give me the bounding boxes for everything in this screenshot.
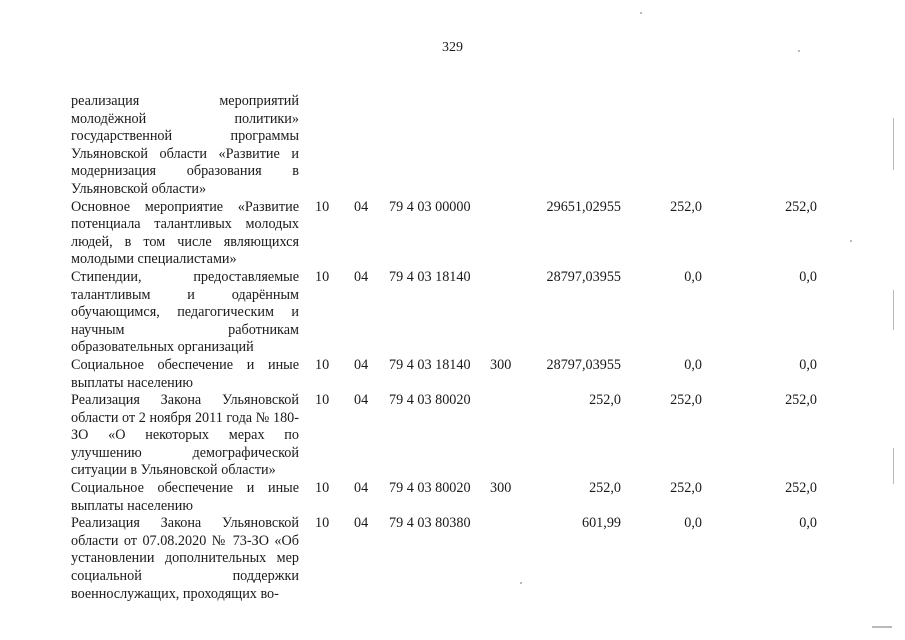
row-target-article: 79 4 03 18140: [389, 356, 471, 373]
row-subsection: 04: [354, 356, 369, 373]
table-row: [71, 269, 831, 357]
table-row: [71, 357, 831, 392]
row-sum-3: 0,0: [799, 268, 817, 285]
row-sum-2: 0,0: [684, 268, 702, 285]
scan-mark: [520, 582, 522, 584]
row-sum-3: 252,0: [785, 198, 817, 215]
table-row: [71, 392, 831, 480]
scan-mark: [872, 626, 892, 628]
table-row: [71, 515, 831, 603]
row-subsection: 04: [354, 515, 369, 532]
row-name: Основное мероприятие «Развитие потенциала талантливых молодых людей, в том числе являющихся молодыми специалистами»: [71, 198, 299, 268]
budget-table: [71, 93, 831, 603]
row-sum-1: 28797,03955: [546, 268, 621, 285]
row-section: 10: [315, 356, 330, 373]
scan-mark: [798, 50, 800, 52]
row-sum-1: 252,0: [589, 480, 621, 497]
row-sum-2: 0,0: [684, 515, 702, 532]
table-row: [71, 93, 831, 199]
row-sum-2: 252,0: [670, 480, 702, 497]
row-section: 10: [315, 198, 330, 215]
row-sum-3: 252,0: [785, 392, 817, 409]
page-number: 329: [442, 40, 463, 55]
scan-mark: [893, 118, 894, 170]
row-subsection: 04: [354, 392, 369, 409]
row-sum-3: 0,0: [799, 515, 817, 532]
row-name: Стипендии, предоставляемые талантливым и одарённым обучающимся, педагогическим и научным работникам образовательных организаций: [71, 268, 299, 356]
table-row: [71, 480, 831, 515]
row-sum-1: 28797,03955: [546, 356, 621, 373]
row-sum-1: 252,0: [589, 392, 621, 409]
row-section: 10: [315, 515, 330, 532]
scan-mark: [850, 240, 852, 242]
row-sum-2: 252,0: [670, 198, 702, 215]
row-name: реализация мероприятий молодёжной политики» государственной программы Ульяновской области «Развитие и модернизация образования в Ульяновской области»: [71, 93, 299, 197]
row-sum-3: 0,0: [799, 356, 817, 373]
row-sum-1: 29651,02955: [546, 198, 621, 215]
scan-mark: [640, 12, 642, 14]
table-row: [71, 199, 831, 269]
row-target-article: 79 4 03 00000: [389, 198, 471, 215]
row-name: Социальное обеспечение и иные выплаты населению: [71, 480, 299, 514]
row-expense-type: 300: [490, 480, 512, 497]
row-sum-2: 0,0: [684, 356, 702, 373]
row-target-article: 79 4 03 18140: [389, 268, 471, 285]
scan-mark: [893, 290, 894, 330]
row-target-article: 79 4 03 80020: [389, 480, 471, 497]
row-section: 10: [315, 268, 330, 285]
row-subsection: 04: [354, 198, 369, 215]
row-expense-type: 300: [490, 356, 512, 373]
row-sum-1: 601,99: [581, 515, 621, 532]
scan-mark: [893, 448, 894, 484]
row-target-article: 79 4 03 80380: [389, 515, 471, 532]
row-target-article: 79 4 03 80020: [389, 392, 471, 409]
row-sum-3: 252,0: [785, 480, 817, 497]
row-name: Социальное обеспечение и иные выплаты населению: [71, 356, 299, 391]
row-sum-2: 252,0: [670, 392, 702, 409]
row-name: Реализация Закона Ульяновской области от 2 ноября 2011 года № 180-ЗО «О некоторых мерах по улучшению демографической ситуации в Ульяновской области»: [71, 392, 299, 479]
row-section: 10: [315, 392, 330, 409]
row-name: Реализация Закона Ульяновской области от 07.08.2020 № 73-ЗО «Об установлении дополнительных мер социальной поддержки военнослужащих, проходящих во-: [71, 515, 299, 602]
row-subsection: 04: [354, 480, 369, 497]
row-subsection: 04: [354, 268, 369, 285]
row-section: 10: [315, 480, 330, 497]
